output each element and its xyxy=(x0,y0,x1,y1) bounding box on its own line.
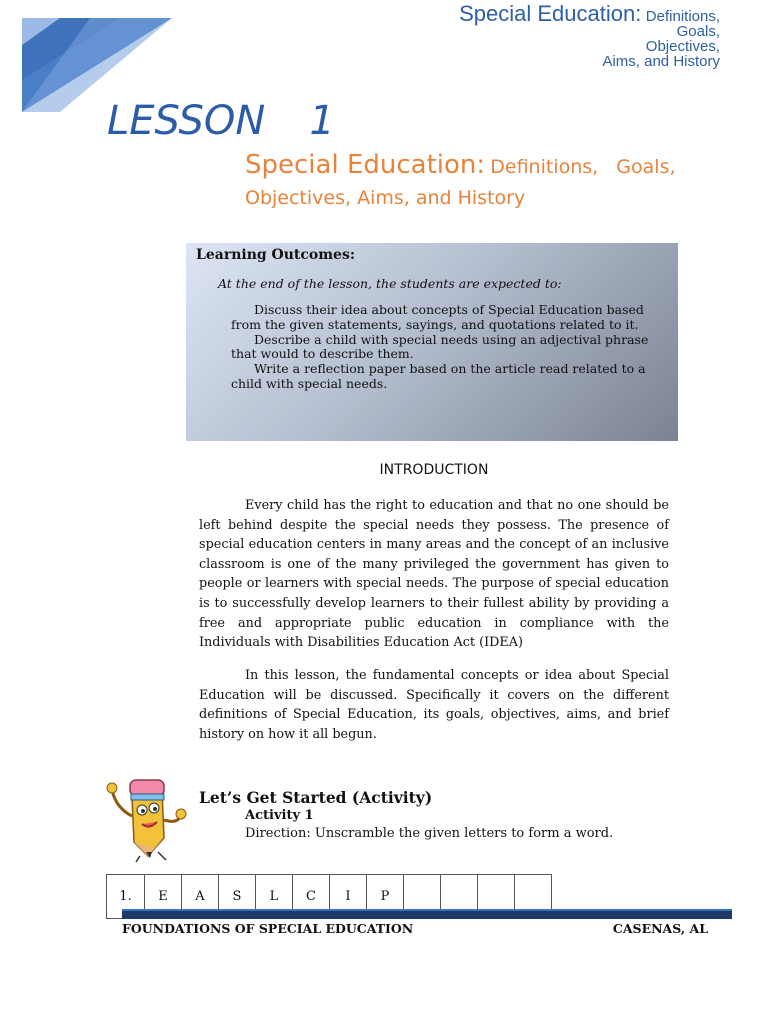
header-title-line1: Definitions, xyxy=(645,8,720,25)
footer-bar xyxy=(122,909,732,919)
footer-course-title: FOUNDATIONS OF SPECIAL EDUCATION xyxy=(122,921,414,936)
lesson-number: 1 xyxy=(309,98,335,144)
subtitle-line2: Objectives, Aims, and History xyxy=(245,187,526,209)
header-title-main: Special Education: xyxy=(459,1,642,26)
letter-cell: I xyxy=(330,875,367,919)
lesson-title xyxy=(107,98,335,144)
outcome-item: Describe a child with special needs using an adjectival phrase that would to describe them. xyxy=(231,331,649,362)
header-title-line4: Aims, and History xyxy=(602,53,720,70)
outcome-item: Write a reflection paper based on the article read related to a child with special needs. xyxy=(231,361,646,391)
introduction-heading: INTRODUCTION xyxy=(379,462,489,478)
activity-heading: Let’s Get Started (Activity) xyxy=(199,788,433,807)
intro-paragraph: Every child has the right to education and that no one should be left behind despite the special needs they possess. The presence of special education centers in many areas and the concept of an inclusive classroom is one of the many privileged the government has given to people or learners with special needs. The purpose of special education is to successfully develop learners to their fullest ability by providing a free and appropriate public education in compliance with the Individuals with Disabilities Education Act (IDEA) xyxy=(199,498,669,651)
letter-cell: A xyxy=(182,875,219,919)
letter-cell: 1. xyxy=(107,875,145,919)
subtitle-main: Special Education: xyxy=(245,150,486,180)
outcomes-lead: At the end of the lesson, the students are expected to: xyxy=(218,276,562,291)
lesson-subtitle xyxy=(245,150,685,213)
lesson-word: LESSON xyxy=(107,98,266,144)
intro-paragraph: In this lesson, the fundamental concepts or idea about Special Education will be discussed. Specifically it covers on the different definitions of Special Education, its goals, objectives, aims, and brief history on how it all begun. xyxy=(199,668,669,742)
pencil-mascot-icon xyxy=(102,768,192,863)
learning-outcomes-box xyxy=(186,243,678,441)
header-title-line2: Goals, xyxy=(676,23,720,40)
letter-cell: L xyxy=(256,875,293,919)
outcomes-list xyxy=(231,303,671,392)
outcome-item: Discuss their idea about concepts of Special Education based from the given statements, sayings, and quotations related to it. xyxy=(231,302,644,332)
header-title xyxy=(390,1,720,70)
outcomes-title: Learning Outcomes: xyxy=(196,247,356,263)
footer-author: CASENAS, AL xyxy=(612,921,708,936)
subtitle-line1: Definitions, Goals, xyxy=(490,156,676,178)
letter-cell: C xyxy=(293,875,330,919)
header-title-line3: Objectives, xyxy=(645,38,720,55)
letter-cell: P xyxy=(367,875,404,919)
letter-cell: E xyxy=(145,875,182,919)
activity-number: Activity 1 xyxy=(245,808,314,823)
letter-cell: S xyxy=(219,875,256,919)
activity-direction: Direction: Unscramble the given letters to form a word. xyxy=(245,826,614,841)
